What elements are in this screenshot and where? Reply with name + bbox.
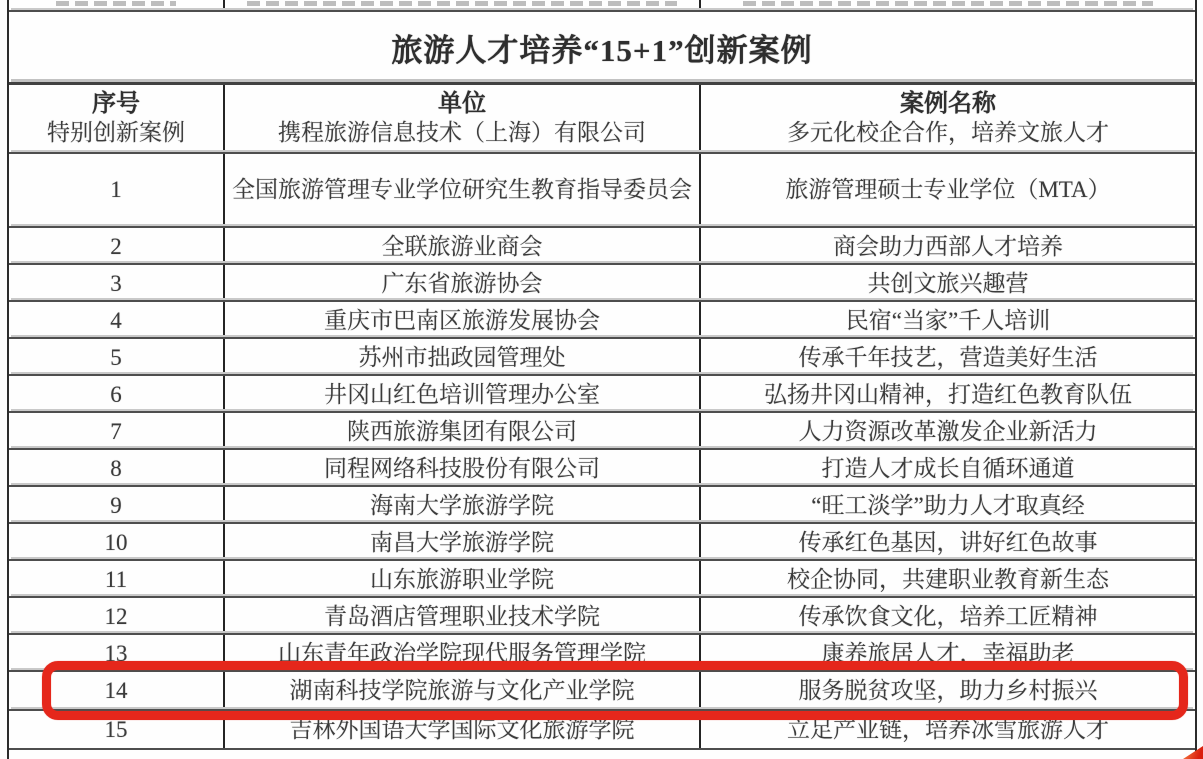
table-row-12 [9, 596, 1195, 633]
table-row-5 [9, 337, 1195, 374]
clipped-cell [223, 0, 699, 10]
table-row-6 [9, 374, 1195, 411]
row-case-cell: 立足产业链，培养冰雪旅游人才 [699, 711, 1195, 748]
row-case-cell: 商会助力西部人才培养 [699, 228, 1195, 265]
table-title: 旅游人才培养“15+1”创新案例 [391, 32, 813, 68]
table-row-8 [9, 448, 1195, 485]
clipped-text-fragment [743, 1, 1153, 6]
table-row-2 [9, 226, 1195, 263]
row-unit-cell: 井冈山红色培训管理办公室 [223, 376, 699, 413]
table-row-3 [9, 263, 1195, 300]
row-unit-cell: 山东青年政治学院现代服务管理学院 [223, 635, 699, 672]
row-number-cell: 7 [110, 419, 122, 444]
row-case-cell: 弘扬井冈山精神，打造红色教育队伍 [699, 376, 1195, 413]
table-row-7 [9, 411, 1195, 448]
row-number-cell: 5 [110, 345, 122, 370]
table-row-4 [9, 300, 1195, 337]
row-number-cell: 特别创新案例 [47, 120, 185, 146]
clipped-previous-row [9, 0, 1195, 10]
table-header-row [9, 82, 1195, 117]
row-case-cell: 传承千年技艺，营造美好生活 [699, 339, 1195, 376]
row-unit-cell: 青岛酒店管理职业技术学院 [223, 598, 699, 635]
table-title-row [9, 10, 1195, 82]
row-number-cell: 9 [110, 493, 122, 518]
row-unit-cell: 陕西旅游集团有限公司 [223, 413, 699, 450]
row-case-cell: 传承红色基因，讲好红色故事 [699, 524, 1195, 561]
table-row-14 [9, 670, 1195, 709]
row-case-cell: 旅游管理硕士专业学位（MTA） [699, 154, 1195, 226]
row-unit-cell: 重庆市巴南区旅游发展协会 [223, 302, 699, 339]
row-unit-cell: 广东省旅游协会 [223, 265, 699, 302]
row-unit-cell: 同程网络科技股份有限公司 [223, 450, 699, 487]
row-unit-cell: 全国旅游管理专业学位研究生 教育指导委员会 [223, 154, 699, 226]
row-case-cell: 服务脱贫攻坚，助力乡村振兴 [699, 672, 1195, 709]
row-number-cell: 3 [110, 271, 122, 296]
row-unit-cell: 携程旅游信息技术（上海）有限公司 [223, 114, 699, 152]
row-unit-cell: 山东旅游职业学院 [223, 561, 699, 598]
row-number-cell: 1 [110, 177, 122, 203]
row-case-cell: 康养旅居人才，幸福助老 [699, 635, 1195, 672]
row-case-cell: 民宿“当家”千人培训 [699, 302, 1195, 339]
table-row-15 [9, 709, 1195, 748]
table-body [9, 114, 1195, 748]
row-number-cell: 2 [110, 234, 122, 259]
clipped-text-fragment [247, 1, 677, 6]
column-header-unit: 单位 [223, 85, 699, 124]
row-number-cell: 10 [104, 530, 128, 555]
row-unit-cell: 湖南科技学院旅游与文化产业学院 [223, 672, 699, 709]
row-case-cell: 打造人才成长自循环通道 [699, 450, 1195, 487]
clipped-cell [699, 0, 1195, 10]
row-case-cell: 校企协同，共建职业教育新生态 [699, 561, 1195, 598]
table-row-10 [9, 522, 1195, 559]
column-header-no: 序号 [92, 91, 140, 117]
table-row-13 [9, 633, 1195, 670]
table-row-9 [9, 485, 1195, 522]
table-row-特别创新案例 [9, 114, 1195, 152]
row-number-cell: 8 [110, 456, 122, 481]
row-number-cell: 11 [104, 567, 128, 592]
row-case-cell: 传承饮食文化，培养工匠精神 [699, 598, 1195, 635]
row-number-cell: 6 [110, 382, 122, 407]
cases-table [7, 0, 1197, 759]
row-number-cell: 14 [104, 678, 128, 703]
column-header-case: 案例名称 [699, 85, 1195, 124]
row-case-cell: 人力资源改革激发企业新活力 [699, 413, 1195, 450]
row-number-cell: 12 [104, 604, 128, 629]
row-unit-cell: 南昌大学旅游学院 [223, 524, 699, 561]
row-number-cell: 15 [104, 717, 128, 742]
row-case-cell: 共创文旅兴趣营 [699, 265, 1195, 302]
row-unit-cell: 吉林外国语大学国际文化旅游学院 [223, 711, 699, 748]
row-case-cell: “旺工淡学”助力人才取真经 [699, 487, 1195, 524]
clipped-cell [9, 0, 223, 10]
row-unit-cell: 全联旅游业商会 [223, 228, 699, 265]
row-number-cell: 4 [110, 308, 122, 333]
clipped-text-fragment [56, 1, 176, 6]
row-unit-cell: 苏州市拙政园管理处 [223, 339, 699, 376]
row-case-cell: 多元化校企合作，培养文旅人才 [699, 114, 1195, 152]
table-row-1 [9, 152, 1195, 226]
row-number-cell: 13 [104, 641, 128, 666]
table-row-11 [9, 559, 1195, 596]
row-unit-cell: 海南大学旅游学院 [223, 487, 699, 524]
